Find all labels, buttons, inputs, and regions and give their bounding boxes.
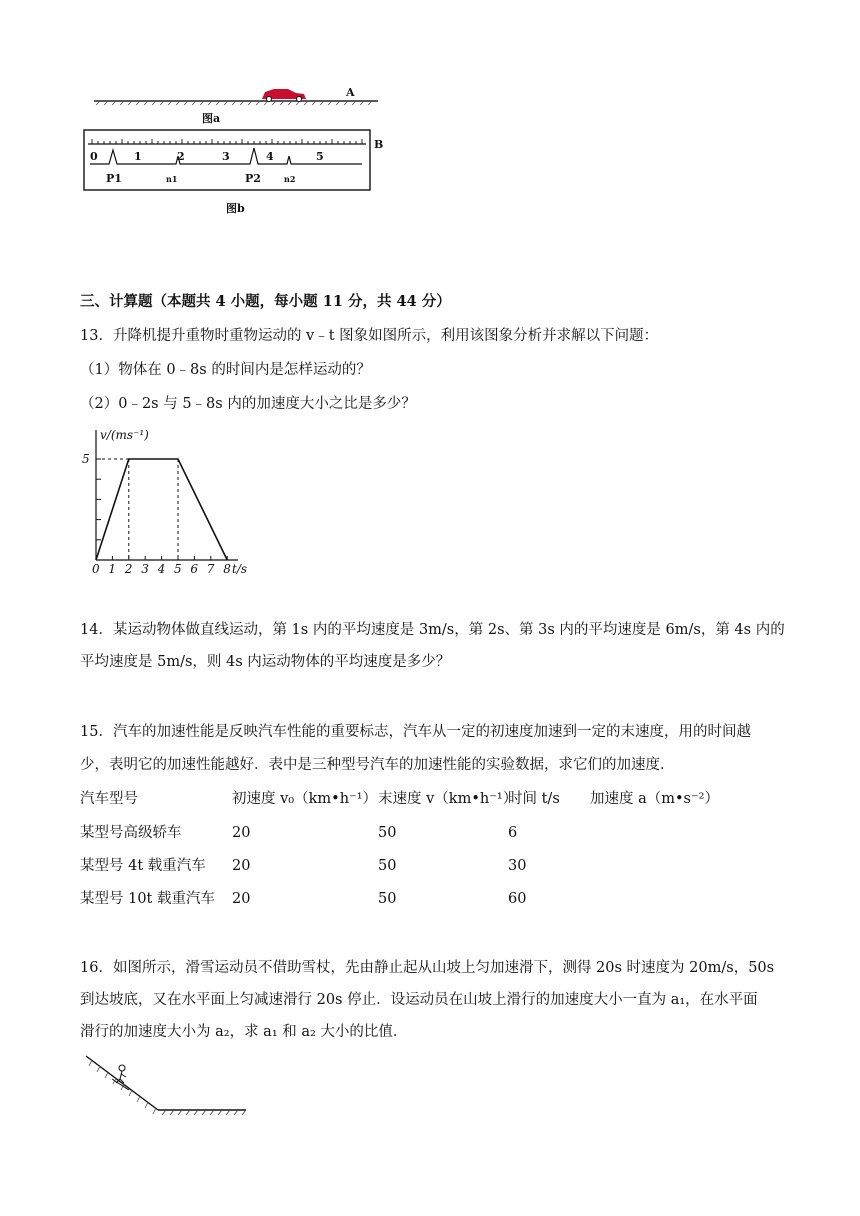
table-header: 末速度 v（km•h⁻¹） [378, 791, 518, 807]
q13-vt-graph [80, 426, 250, 578]
q15-line2: 少，表明它的加速性能越好．表中是三种型号汽车的加速性能的实验数据，求它们的加速度． [80, 757, 675, 773]
x-tick-label: 7 [206, 562, 215, 576]
marker-B: B [374, 138, 384, 151]
section-heading: 三、计算题（本题共 4 小题，每小题 11 分，共 44 分） [80, 293, 451, 310]
table-cell: 某型号 4t 载重汽车 [80, 858, 206, 874]
pulse-label: n2 [284, 174, 296, 184]
q14-line1: 14．某运动物体做直线运动，第 1s 内的平均速度是 3m/s，第 2s、第 3s 内的平均速度是 6m/s，第 4s 内的 [80, 622, 785, 638]
q13-stem: 13．升降机提升重物时重物运动的 v﹣t 图象如图所示，利用该图象分析并求解以下问题： [80, 328, 659, 344]
table-cell: 30 [508, 858, 527, 874]
table-header: 加速度 a（m•s⁻²） [590, 791, 719, 807]
table-cell: 60 [508, 891, 527, 907]
table-cell: 50 [378, 858, 397, 874]
figure-ab-drawing [82, 84, 386, 216]
table-cell: 6 [508, 825, 518, 841]
pulse-label: n1 [166, 174, 178, 184]
q16-slope-figure [82, 1052, 252, 1120]
q14-line2: 平均速度是 5m/s，则 4s 内运动物体的平均速度是多少？ [80, 654, 451, 670]
segment-number: 4 [266, 150, 274, 163]
table-header: 初速度 v₀（km•h⁻¹） [232, 791, 378, 807]
segment-number: 1 [134, 150, 142, 163]
vt-chart-svg [80, 426, 250, 578]
x-tick-label: 1 [108, 562, 117, 576]
table-cell: 某型号 10t 载重汽车 [80, 891, 215, 907]
q13-part1: （1）物体在 0﹣8s 的时间内是怎样运动的？ [80, 362, 371, 378]
table-header: 时间 t/s [508, 791, 560, 807]
x-tick-label: 2 [124, 562, 133, 576]
q15-line1: 15．汽车的加速性能是反映汽车性能的重要标志，汽车从一定的初速度加速到一定的末速度，用的时间越 [80, 724, 751, 740]
car-icon [262, 89, 306, 102]
vt-series-line [96, 459, 227, 560]
x-tick-label: 5 [174, 562, 182, 576]
segment-number: 5 [316, 150, 324, 163]
q13-part2: （2）0﹣2s 与 5﹣8s 内的加速度大小之比是多少？ [80, 396, 416, 412]
x-tick-label: 6 [190, 562, 199, 576]
figure-ab [82, 84, 386, 216]
x-tick-label: 4 [157, 562, 166, 576]
pulse-label: P2 [245, 172, 261, 185]
x-tick-label: 0 [92, 562, 100, 576]
table-cell: 20 [232, 858, 251, 874]
table-cell: 20 [232, 825, 251, 841]
segment-number: 0 [90, 150, 98, 163]
table-cell: 50 [378, 825, 397, 841]
y-axis-label: v/(ms⁻¹) [100, 428, 149, 442]
q16-line3: 滑行的加速度大小为 a₂，求 a₁ 和 a₂ 大小的比值． [80, 1024, 408, 1040]
q16-line2: 到达坡底，又在水平面上匀减速滑行 20s 停止．设运动员在山坡上滑行的加速度大小一直为 a₁，在水平面 [80, 992, 758, 1008]
segment-number: 2 [177, 150, 185, 163]
pulse-label: P1 [106, 172, 122, 185]
segment-number: 3 [222, 150, 230, 163]
x-tick-label: 3 [141, 562, 149, 576]
table-cell: 某型号高级轿车 [80, 825, 182, 841]
figure-a-label: 图a [202, 112, 221, 125]
table-header: 汽车型号 [80, 791, 138, 807]
x-tick-label: 8 [223, 562, 231, 576]
x-axis-label: t/s [232, 562, 248, 576]
marker-A: A [346, 86, 355, 99]
slope-drawing [82, 1052, 252, 1120]
q16-line1: 16．如图所示，滑雪运动员不借助雪杖，先由静止起从山坡上匀加速滑下，测得 20s 时速度为 20m/s，50s [80, 960, 775, 976]
y-tick-label: 5 [82, 452, 90, 466]
table-cell: 20 [232, 891, 251, 907]
figure-b-label: 图b [226, 202, 245, 215]
table-cell: 50 [378, 891, 397, 907]
